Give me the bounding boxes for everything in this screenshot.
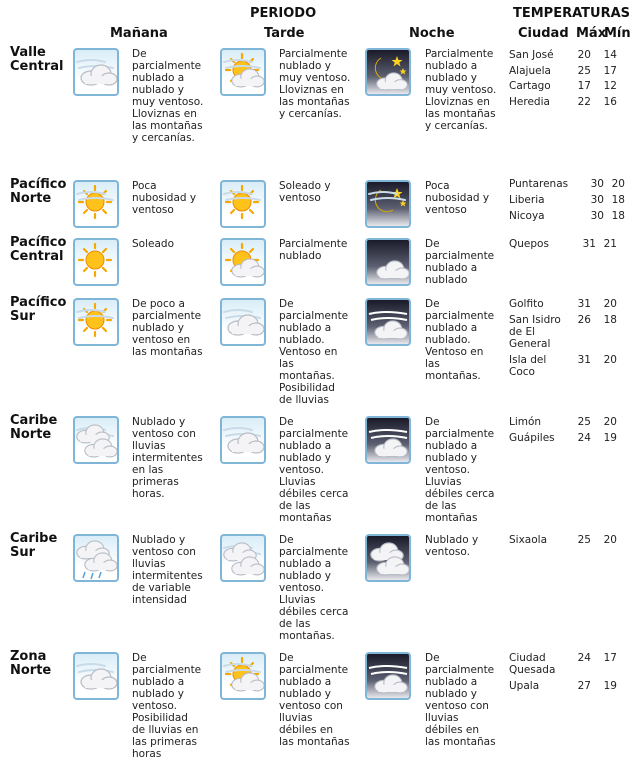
temp-min: 12: [603, 80, 617, 92]
temp-min: 20: [603, 354, 617, 366]
temp-max: 20: [577, 49, 591, 61]
manana-forecast-text: De parcialmente nublado a nublado y muy ventoso. Lloviznas en las montañas y cercanías.: [132, 48, 204, 144]
city-name: Heredia: [509, 96, 550, 108]
temp-min: 19: [603, 432, 617, 444]
noche-forecast-text: Parcialmente nublado a nublado y muy ventoso. Lloviznas en las montañas y cercanías.: [425, 48, 497, 132]
temp-max: 17: [577, 80, 591, 92]
temp-min: 20: [603, 416, 617, 428]
city-name: Alajuela: [509, 65, 551, 77]
region-name: Caribe Norte: [10, 413, 58, 442]
manana-column-header: Mañana: [110, 26, 168, 41]
sun-wind-icon: [73, 180, 119, 228]
city-name: Liberia: [509, 194, 545, 206]
temp-max: 26: [577, 314, 591, 326]
noche-forecast-text: De parcialmente nublado a nublado y ventoso con lluvias débiles en las montañas: [425, 652, 496, 748]
night-clouds-icon: [365, 534, 411, 582]
temp-min: 18: [603, 314, 617, 326]
noche-forecast-text: De parcialmente nublado a nublado y ventoso. Lluvias débiles cerca de las montañas: [425, 416, 495, 524]
night-cloud-wind-icon: [365, 652, 411, 700]
noche-forecast-text: De parcialmente nublado a nublado. Ventoso en las montañas.: [425, 298, 495, 382]
manana-forecast-text: Poca nubosidad y ventoso: [132, 180, 197, 216]
temp-min: 14: [603, 49, 617, 61]
clouds-wind-icon: [220, 534, 266, 582]
sun-wind-icon: [73, 298, 119, 346]
temp-max: 31: [577, 298, 591, 310]
tarde-forecast-text: Parcialmente nublado: [279, 238, 348, 262]
city-name: Upala: [509, 680, 540, 692]
temp-max: 22: [577, 96, 591, 108]
temp-max: 25: [577, 416, 591, 428]
temp-min: 19: [603, 680, 617, 692]
tarde-forecast-text: De parcialmente nublado a nublado y ventoso con lluvias débiles en las montañas: [279, 652, 350, 748]
temp-min: 17: [603, 652, 617, 664]
manana-forecast-text: Soleado: [132, 238, 174, 250]
temp-max: 30: [590, 178, 604, 190]
temp-min: 18: [611, 210, 625, 222]
city-name: Ciudad Quesada: [509, 652, 556, 676]
tarde-forecast-text: De parcialmente nublado a nublado. Ventoso en las montañas. Posibilidad de lluvias: [279, 298, 349, 406]
manana-forecast-text: De parcialmente nublado a nublado y ventoso. Posibilidad de lluvias en las primeras horas: [132, 652, 202, 760]
moon-stars-wind-icon: [365, 180, 411, 228]
temp-max: 25: [577, 65, 591, 77]
region-name: Zona Norte: [10, 649, 52, 678]
night-cloud-wind-icon: [365, 298, 411, 346]
temp-min: 16: [603, 96, 617, 108]
temp-max: 24: [577, 432, 591, 444]
sun-wind-icon: [220, 180, 266, 228]
manana-forecast-text: De poco a parcialmente nublado y ventoso en las montañas: [132, 298, 203, 358]
noche-column-header: Noche: [409, 26, 455, 41]
temp-max: 30: [590, 210, 604, 222]
city-name: Cartago: [509, 80, 551, 92]
tarde-forecast-text: Parcialmente nublado y muy ventoso. Lloviznas en las montañas y cercanías.: [279, 48, 351, 120]
temperaturas-header: TEMPERATURAS: [513, 6, 631, 21]
region-name: Pacífico Central: [10, 235, 67, 264]
city-name: Isla del Coco: [509, 354, 547, 378]
temp-min: 20: [611, 178, 625, 190]
moon-stars-cloud-icon: [365, 48, 411, 96]
region-name: Valle Central: [10, 45, 64, 74]
manana-forecast-text: Nublado y ventoso con lluvias intermitentes en las primeras horas.: [132, 416, 203, 500]
cloud-wind-icon: [220, 298, 266, 346]
region-name: Caribe Sur: [10, 531, 58, 560]
temp-max: 25: [577, 534, 591, 546]
sun-cloud-wind-icon: [220, 48, 266, 96]
temp-min: 18: [611, 194, 625, 206]
night-cloud-wind-icon: [365, 416, 411, 464]
city-name: Puntarenas: [509, 178, 569, 190]
temp-min: 21: [603, 238, 617, 250]
cloud-wind-icon: [73, 48, 119, 96]
tarde-forecast-text: De parcialmente nublado a nublado y ventoso. Lluvias débiles cerca de las montañas: [279, 416, 349, 524]
temp-max: 24: [577, 652, 591, 664]
city-name: Limón: [509, 416, 542, 428]
night-cloud-icon: [365, 238, 411, 286]
clouds-rain-icon: [73, 534, 119, 582]
min-column-header: Mín: [604, 26, 631, 41]
city-name: Quepos: [509, 238, 549, 250]
ciudad-column-header: Ciudad: [518, 26, 569, 41]
noche-forecast-text: De parcialmente nublado a nublado: [425, 238, 495, 286]
sun-cloud-icon: [220, 238, 266, 286]
temp-max: 27: [577, 680, 591, 692]
clouds-wind-icon: [73, 416, 119, 464]
cloud-wind-icon: [73, 652, 119, 700]
sun-cloud-wind-icon: [220, 652, 266, 700]
temp-min: 20: [603, 298, 617, 310]
noche-forecast-text: Nublado y ventoso.: [425, 534, 479, 558]
region-name: Pacífico Norte: [10, 177, 67, 206]
city-name: Sixaola: [509, 534, 548, 546]
temp-max: 31: [582, 238, 596, 250]
sun-icon: [73, 238, 119, 286]
city-name: San Isidro de El General: [509, 314, 561, 350]
temp-min: 20: [603, 534, 617, 546]
max-column-header: Máx: [576, 26, 607, 41]
temp-max: 30: [590, 194, 604, 206]
city-name: Guápiles: [509, 432, 555, 444]
tarde-forecast-text: Soleado y ventoso: [279, 180, 331, 204]
region-name: Pacífico Sur: [10, 295, 67, 324]
manana-forecast-text: Nublado y ventoso con lluvias intermitentes de variable intensidad: [132, 534, 203, 606]
city-name: Nicoya: [509, 210, 545, 222]
city-name: Golfito: [509, 298, 544, 310]
noche-forecast-text: Poca nubosidad y ventoso: [425, 180, 490, 216]
cloud-wind-icon: [220, 416, 266, 464]
temp-min: 17: [603, 65, 617, 77]
temp-max: 31: [577, 354, 591, 366]
periodo-header: PERIODO: [250, 6, 317, 21]
city-name: San José: [509, 49, 554, 61]
tarde-forecast-text: De parcialmente nublado a nublado y ventoso. Lluvias débiles cerca de las montañas.: [279, 534, 349, 642]
tarde-column-header: Tarde: [264, 26, 305, 41]
